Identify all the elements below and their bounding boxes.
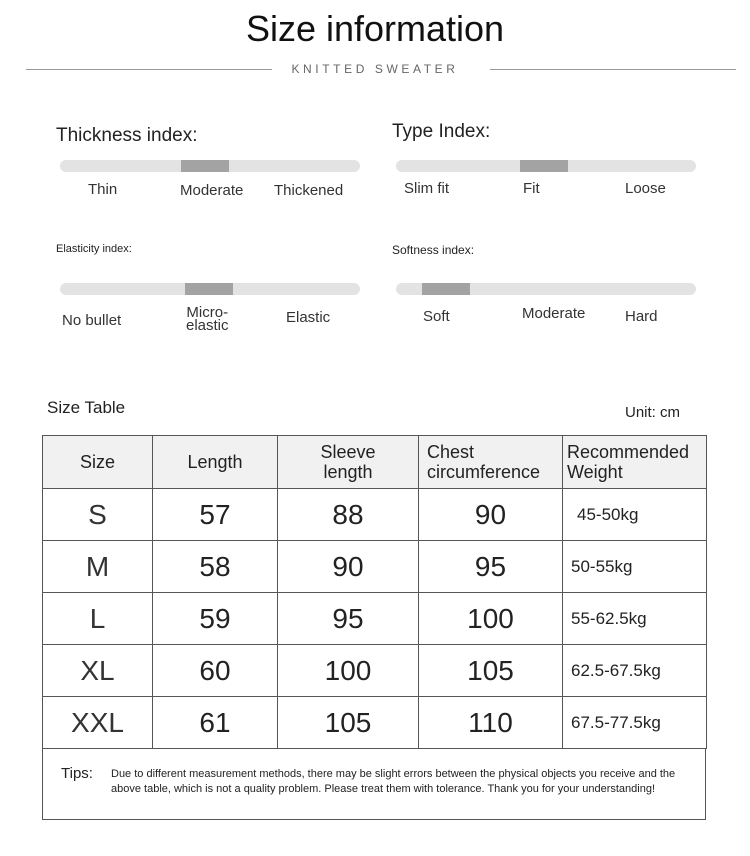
- page-subtitle: KNITTED SWEATER: [291, 62, 459, 76]
- header-chest-circumference: [419, 436, 563, 489]
- page-title: Size information: [245, 8, 505, 49]
- softness-index-label: Softness index:: [392, 243, 475, 257]
- table-row: [43, 645, 707, 697]
- header-recommended-weight: [563, 436, 707, 489]
- table-header-row: [43, 436, 707, 489]
- cell-chest: 105: [419, 645, 563, 697]
- cell-size: XL: [43, 645, 153, 697]
- tips-box: [42, 748, 706, 820]
- header-size: Size: [43, 436, 153, 489]
- elasticity-option-elastic: Elastic: [286, 309, 331, 326]
- elasticity-index-marker: [185, 283, 233, 295]
- cell-size: L: [43, 593, 153, 645]
- divider-left: [26, 69, 272, 70]
- type-index-scale: [396, 160, 696, 172]
- cell-chest: 100: [419, 593, 563, 645]
- thickness-index-scale: [60, 160, 360, 172]
- cell-sleeve: 88: [278, 489, 419, 541]
- softness-option-hard: Hard: [625, 308, 658, 325]
- thickness-index-marker: [181, 160, 229, 172]
- type-index-label: Type Index:: [392, 121, 491, 142]
- header-weight-line2: Weight: [567, 462, 623, 482]
- cell-chest: 110: [419, 697, 563, 749]
- header-chest-line2: circumference: [427, 462, 541, 482]
- cell-length: 61: [153, 697, 278, 749]
- tips-text: Due to different measurement methods, there may be slight errors between the physical objects you receive and the above table, which is not a quality problem. Please treat them with tolerance. Thank you for your understanding!: [111, 768, 676, 795]
- divider-right: [490, 69, 736, 70]
- cell-sleeve: 105: [278, 697, 419, 749]
- cell-length: 57: [153, 489, 278, 541]
- type-option-loose: Loose: [625, 180, 666, 197]
- softness-option-soft: Soft: [423, 308, 450, 325]
- softness-index-marker: [422, 283, 470, 295]
- type-option-slim-fit: Slim fit: [404, 180, 449, 197]
- cell-sleeve: 95: [278, 593, 419, 645]
- size-table-title: Size Table: [47, 398, 126, 417]
- header-sleeve-line1: Sleeve: [320, 442, 376, 462]
- header-sleeve-length: [278, 436, 419, 489]
- cell-size: XXL: [43, 697, 153, 749]
- header-sleeve-line2: length: [323, 462, 373, 482]
- thickness-option-thickened: Thickened: [274, 182, 344, 199]
- cell-size: S: [43, 489, 153, 541]
- table-row: [43, 697, 707, 749]
- softness-index-scale: [396, 283, 696, 295]
- table-row: [43, 593, 707, 645]
- thickness-index-label: Thickness index:: [56, 125, 198, 146]
- thickness-option-thin: Thin: [88, 181, 118, 198]
- cell-size: M: [43, 541, 153, 593]
- header-chest-line1: Chest: [427, 442, 475, 462]
- cell-chest: 90: [419, 489, 563, 541]
- cell-weight: 45-50kg: [563, 489, 707, 541]
- softness-option-moderate: Moderate: [522, 305, 586, 322]
- cell-weight: 67.5-77.5kg: [563, 697, 707, 749]
- cell-chest: 95: [419, 541, 563, 593]
- size-table: [42, 435, 707, 749]
- thickness-option-moderate: Moderate: [180, 182, 244, 199]
- cell-length: 58: [153, 541, 278, 593]
- type-index-marker: [520, 160, 568, 172]
- cell-sleeve: 90: [278, 541, 419, 593]
- cell-length: 59: [153, 593, 278, 645]
- table-row: [43, 541, 707, 593]
- cell-weight: 50-55kg: [563, 541, 707, 593]
- cell-weight: 55-62.5kg: [563, 593, 707, 645]
- elasticity-option-micro-line2: elastic: [186, 317, 229, 334]
- elasticity-option-micro-line1: Micro-: [186, 304, 229, 321]
- header-length: Length: [153, 436, 278, 489]
- elasticity-option-no-bullet: No bullet: [62, 312, 122, 329]
- cell-weight: 62.5-67.5kg: [563, 645, 707, 697]
- table-row: [43, 489, 707, 541]
- cell-sleeve: 100: [278, 645, 419, 697]
- type-option-fit: Fit: [523, 180, 540, 197]
- unit-label: Unit: cm: [625, 404, 681, 421]
- header-weight-line1: Recommended: [567, 442, 690, 462]
- tips-label: Tips:: [61, 765, 93, 782]
- elasticity-option-micro-elastic: [186, 306, 229, 332]
- cell-length: 60: [153, 645, 278, 697]
- elasticity-index-label: Elasticity index:: [56, 243, 132, 255]
- elasticity-index-scale: [60, 283, 360, 295]
